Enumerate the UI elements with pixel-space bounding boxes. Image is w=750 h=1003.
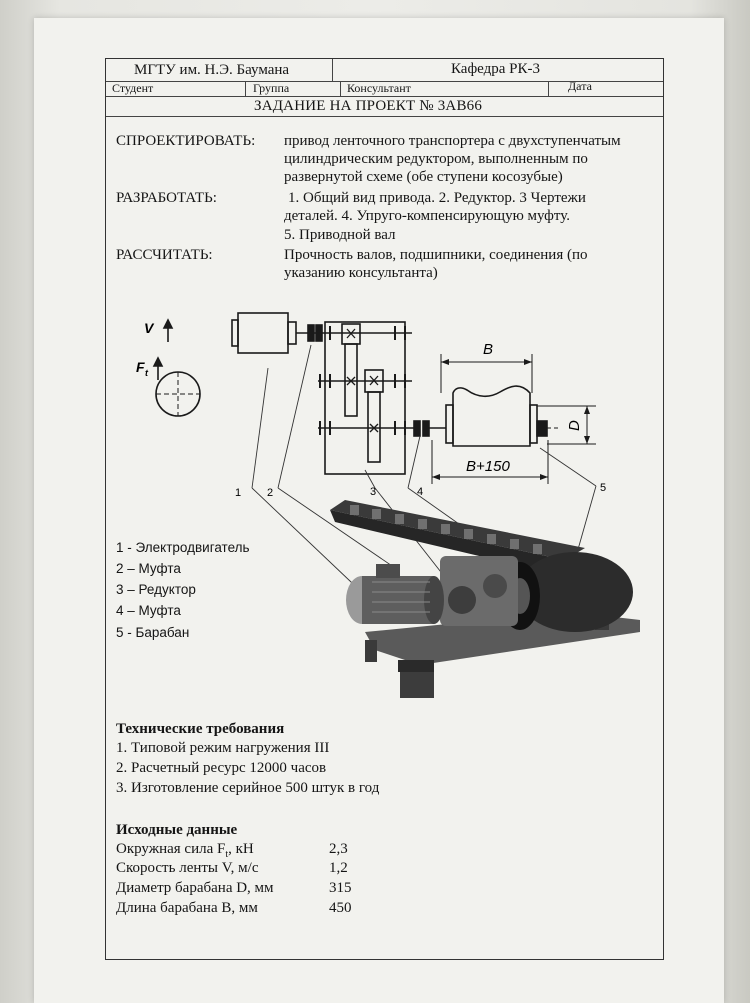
data-label-speed: Скорость ленты V, м/с — [116, 860, 259, 876]
department-name: Кафедра РК-3 — [451, 61, 541, 77]
legend-item-coupling-4: 4 – Муфта — [116, 603, 181, 618]
motor-body — [238, 313, 288, 353]
develop-line-2: деталей. 4. Упруго-компенсирующую муфту. — [284, 208, 570, 224]
callout-1: 1 — [235, 487, 242, 499]
conveyor-drive-photo — [330, 500, 640, 698]
requirement-3: 3. Изготовление серийное 500 штук в год — [116, 780, 380, 796]
callout-2: 2 — [267, 487, 274, 499]
calc-line-2: указанию консультанта) — [284, 265, 438, 281]
data-label-force: Окружная сила $F_t$, кН — [116, 841, 254, 860]
consultant-label: Консультант — [347, 81, 411, 95]
calc-line-1: Прочность валов, подшипники, соединения (по — [284, 247, 588, 263]
gearbox-housing — [325, 322, 405, 474]
callout-5: 5 — [600, 482, 607, 494]
university-name: МГТУ им. Н.Э. Баумана — [134, 62, 290, 78]
coupling-2 — [308, 325, 314, 341]
initial-data-title: Исходные данные — [116, 822, 238, 838]
data-value-force: 2,3 — [329, 841, 348, 857]
requirements-title: Технические требования — [116, 721, 285, 737]
dimension-b-label: B — [483, 341, 494, 358]
develop-line-1: 1. Общий вид привода. 2. Редуктор. 3 Чертежи — [288, 190, 586, 206]
force-label-subscript: t — [145, 368, 148, 378]
legend-item-drum: 5 - Барабан — [116, 625, 190, 640]
gear-wheel-2 — [368, 392, 380, 462]
data-value-diameter: 315 — [329, 880, 352, 896]
legend-item-reducer: 3 – Редуктор — [116, 582, 196, 597]
drum-body — [453, 386, 530, 446]
coupling-4 — [414, 421, 420, 436]
legend-item-coupling-2: 2 – Муфта — [116, 561, 181, 576]
force-label: F — [136, 359, 145, 375]
drum-circle — [156, 372, 200, 416]
date-label: Дата — [568, 79, 592, 93]
force-arrowhead — [154, 358, 162, 366]
requirement-2: 2. Расчетный ресурс 12000 часов — [116, 760, 327, 776]
callout-4: 4 — [417, 486, 424, 498]
assignment-title: ЗАДАНИЕ НА ПРОЕКТ № 3АВ66 — [254, 98, 483, 114]
data-value-speed: 1,2 — [329, 860, 348, 876]
design-line-2: цилиндрическим редуктором, выполненным по — [284, 151, 588, 167]
requirement-1: 1. Типовой режим нагружения III — [116, 740, 330, 756]
gear-wheel-1 — [345, 344, 357, 416]
design-line-3: развернутой схеме (обе ступени косозубые) — [284, 169, 563, 185]
data-label-length: Длина барабана B, мм — [116, 900, 258, 916]
data-label-diameter: Диаметр барабана D, мм — [116, 880, 274, 896]
velocity-label: V — [144, 320, 154, 336]
group-label: Группа — [253, 81, 290, 95]
student-label: Студент — [112, 81, 154, 95]
design-label: СПРОЕКТИРОВАТЬ: — [116, 133, 256, 149]
develop-label: РАЗРАБОТАТЬ: — [116, 190, 217, 206]
design-line-1: привод ленточного транспортера с двухступенчатым — [284, 133, 621, 149]
dimension-d-label: D — [566, 420, 583, 431]
data-value-length: 450 — [329, 900, 352, 916]
calc-label: РАССЧИТАТЬ: — [116, 247, 213, 263]
callout-3: 3 — [370, 486, 377, 498]
velocity-arrowhead — [164, 320, 172, 328]
dimension-b150-label: B+150 — [466, 458, 510, 475]
legend-item-motor: 1 - Электродвигатель — [116, 540, 250, 555]
develop-line-3: 5. Приводной вал — [284, 227, 396, 243]
